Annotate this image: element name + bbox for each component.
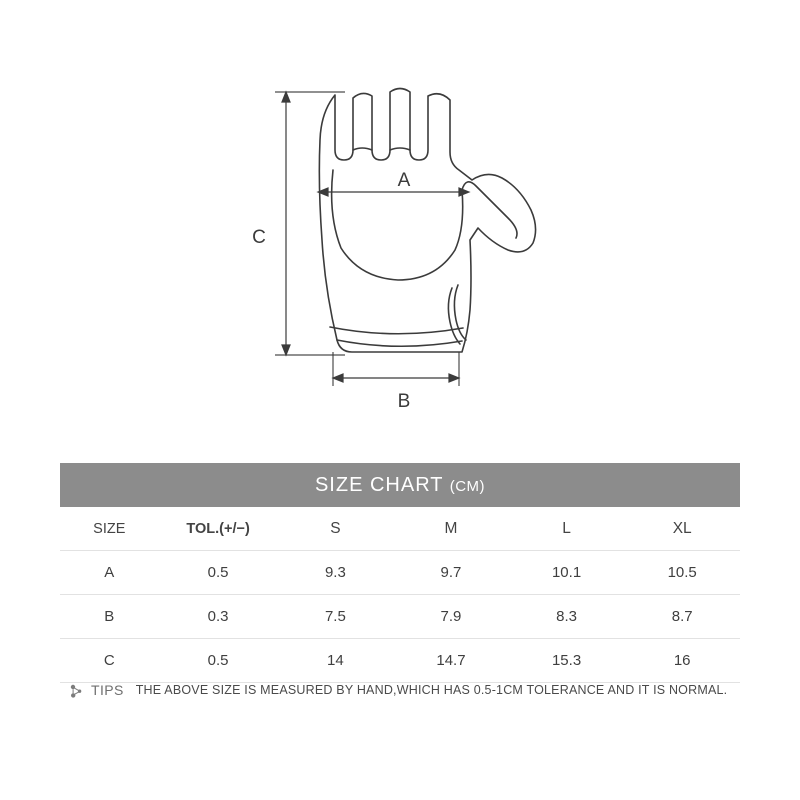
dimension-label-b: B bbox=[397, 391, 411, 412]
row-label: B bbox=[60, 595, 159, 639]
row-value-s: 7.5 bbox=[278, 595, 394, 639]
row-value-s: 14 bbox=[278, 639, 394, 683]
tips-text: THE ABOVE SIZE IS MEASURED BY HAND,WHICH HAS 0.5-1CM TOLERANCE AND IT IS NORMAL. bbox=[135, 683, 728, 697]
table-row bbox=[60, 551, 740, 595]
table-row bbox=[60, 639, 740, 683]
row-value-m: 9.7 bbox=[393, 551, 509, 595]
row-value-m: 14.7 bbox=[393, 639, 509, 683]
row-value-xl: 16 bbox=[624, 639, 740, 683]
table-header-row bbox=[60, 507, 740, 551]
row-tolerance: 0.5 bbox=[159, 639, 278, 683]
column-header-l: L bbox=[509, 507, 625, 551]
size-chart-table-wrap bbox=[60, 463, 740, 683]
row-value-m: 7.9 bbox=[393, 595, 509, 639]
row-value-xl: 10.5 bbox=[624, 551, 740, 595]
dimension-label-c: C bbox=[252, 227, 266, 248]
column-header-size: SIZE bbox=[60, 507, 159, 551]
row-label: A bbox=[60, 551, 159, 595]
dimension-label-a: A bbox=[397, 170, 411, 191]
column-header-tolerance: TOL.(+/−) bbox=[159, 507, 278, 551]
row-tolerance: 0.3 bbox=[159, 595, 278, 639]
size-chart-unit: (CM) bbox=[449, 478, 486, 495]
column-header-s: S bbox=[278, 507, 394, 551]
row-value-xl: 8.7 bbox=[624, 595, 740, 639]
column-header-m: M bbox=[393, 507, 509, 551]
row-label: C bbox=[60, 639, 159, 683]
row-value-s: 9.3 bbox=[278, 551, 394, 595]
size-chart-title bbox=[60, 463, 740, 507]
row-value-l: 10.1 bbox=[509, 551, 625, 595]
size-chart-table bbox=[60, 507, 740, 683]
table-row bbox=[60, 595, 740, 639]
row-value-l: 15.3 bbox=[509, 639, 625, 683]
tips-row bbox=[70, 682, 770, 698]
column-header-xl: XL bbox=[624, 507, 740, 551]
tips-icon bbox=[70, 684, 85, 699]
tips-label: TIPS bbox=[91, 682, 124, 698]
row-value-l: 8.3 bbox=[509, 595, 625, 639]
row-tolerance: 0.5 bbox=[159, 551, 278, 595]
size-chart-title-text: SIZE CHART bbox=[314, 474, 444, 496]
